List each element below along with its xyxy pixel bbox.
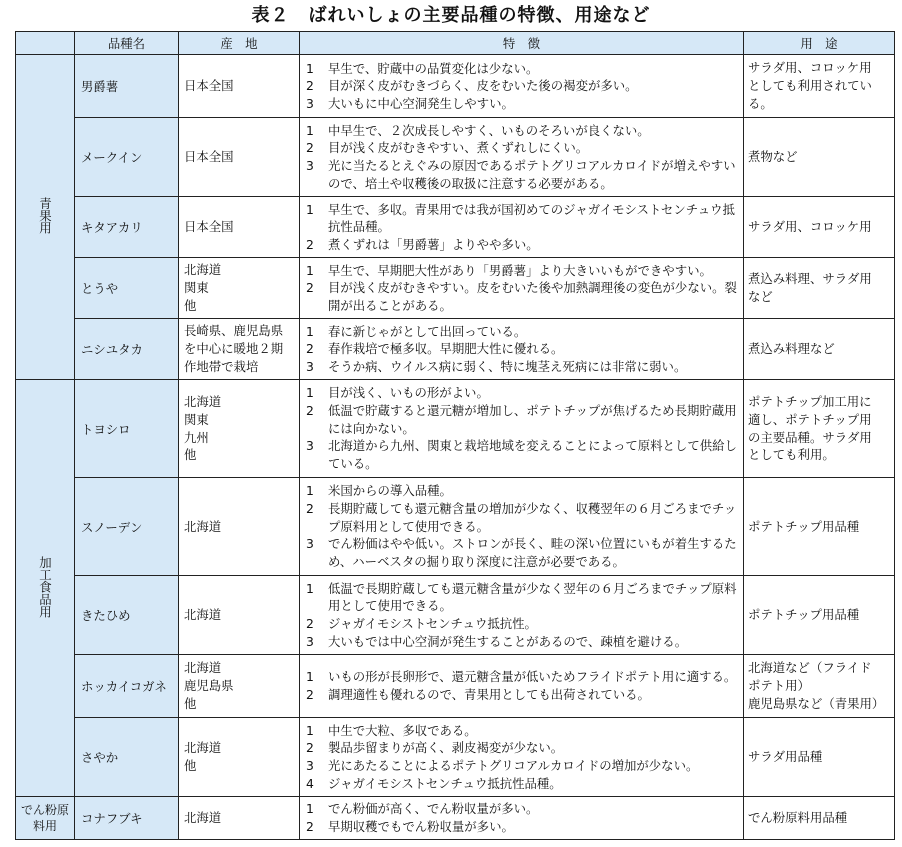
table-row: [16, 118, 895, 197]
use-line: ポテトチップ用品種: [748, 518, 860, 534]
use-line: の主要品種。サラダ用: [748, 429, 872, 445]
use-line: 鹿児島県など（青果用）: [748, 695, 885, 711]
use-line: ポテト用）: [748, 678, 810, 693]
use-line: サラダ用品種: [748, 749, 823, 764]
feature-item: [304, 668, 739, 686]
feature-text: 製品歩留まりが高く、剥皮褐変が少ない。: [328, 740, 564, 756]
feature-text: 中早生で、２次成長しやすく、いものそろいが良くない。: [328, 122, 650, 138]
feature-item: [304, 775, 739, 793]
feature-number: 3: [306, 536, 314, 552]
feature-text: 目が深く皮がむきづらく、皮をむいた後の褐変が多い。: [328, 78, 638, 94]
table-row: [16, 576, 895, 655]
feature-text: 早期収穫でもでん粉収量が多い。: [328, 819, 514, 834]
feature-text: 低温で貯蔵すると還元糖が増加し、ポテトチップが焦げるため長期貯蔵用には向かない。: [328, 403, 737, 436]
feature-item: [304, 384, 739, 402]
region-line: 関東: [184, 411, 209, 427]
feature-item: [304, 340, 739, 358]
feature-item: [304, 722, 739, 740]
region-cell: [179, 718, 300, 797]
variety-name: スノーデン: [75, 478, 179, 576]
use-cell: [744, 197, 895, 258]
feature-number: 2: [306, 140, 314, 156]
features-cell: [300, 319, 744, 380]
use-line: サラダ用、コロッケ用: [748, 60, 872, 76]
table-row: [16, 655, 895, 718]
variety-name: コナフブキ: [75, 797, 179, 840]
feature-item: [304, 437, 739, 472]
category-cell-processed: [16, 380, 75, 797]
features-cell: [300, 478, 744, 576]
table-row: [16, 380, 895, 478]
feature-number: 2: [306, 78, 314, 94]
feature-text: 目が浅く皮がむきやすい。皮をむいた後や加熱調理後の変色が少ない。裂開が出ることがある。: [328, 280, 737, 313]
table-row: [16, 718, 895, 797]
feature-item: [304, 500, 739, 535]
region-cell: [179, 258, 300, 319]
feature-item: [304, 402, 739, 437]
feature-item: [304, 139, 739, 157]
category-cell-starch: [16, 797, 75, 840]
use-line: サラダ用、コロッケ用: [748, 219, 872, 234]
variety-name: とうや: [75, 258, 179, 319]
use-line: ポテトチップ加工用に: [748, 393, 872, 409]
region-cell: [179, 478, 300, 576]
feature-text: ジャガイモシストセンチュウ抵抗性。: [328, 616, 537, 631]
feature-text: 早生で、貯蔵中の品質変化は少ない。: [328, 60, 539, 76]
use-line: など: [748, 289, 773, 304]
feature-number: 1: [306, 323, 314, 339]
feature-number: 4: [306, 775, 314, 791]
feature-number: 3: [306, 633, 314, 649]
feature-text: 目が浅く皮がむきやすい、煮くずれしにくい。: [328, 140, 589, 156]
table-row: [16, 197, 895, 258]
feature-item: [304, 615, 739, 633]
region-line: を中心に暖地２期: [184, 341, 284, 356]
feature-number: 3: [306, 438, 314, 454]
feature-text: いもの形が長卵形で、還元糖含量が低いためフライドポテト用に適する。: [328, 669, 737, 685]
feature-number: 2: [306, 280, 314, 296]
feature-item: [304, 279, 739, 314]
category-cell-fresh: [16, 55, 75, 380]
feature-text: 春作栽培で極多収。早期肥大性に優れる。: [328, 341, 564, 357]
feature-text: 光に当たるとえぐみの原因であるポテトグリコアルカロイドが増えやすいので、培土や収穫後の取扱に注意する必要がある。: [328, 158, 736, 191]
feature-number: 1: [306, 483, 314, 499]
feature-number: 1: [306, 60, 314, 76]
header-use: 用 途: [744, 32, 895, 55]
variety-name: さやか: [75, 718, 179, 797]
feature-number: 2: [306, 740, 314, 756]
use-line: としても利用されてい: [748, 78, 872, 93]
features-cell: [300, 718, 744, 797]
use-cell: [744, 576, 895, 655]
feature-number: 1: [306, 385, 314, 401]
region-line: 日本全国: [184, 78, 234, 93]
feature-text: でん粉価はやや低い。ストロンが長く、畦の深い位置にいもが着生するため、ハーベスタの掘り取り深度に注意が必要である。: [328, 536, 737, 569]
region-cell: [179, 118, 300, 197]
features-cell: [300, 797, 744, 840]
feature-item: [304, 262, 739, 280]
use-line: 適し、ポテトチップ用: [748, 411, 872, 427]
feature-item: [304, 323, 739, 341]
feature-text: 長期貯蔵しても還元糖含量の増加が少なく、収穫翌年の６月ごろまでチップ原料用として使用できる。: [328, 501, 737, 534]
feature-item: [304, 757, 739, 775]
feature-number: 2: [306, 687, 314, 702]
feature-number: 3: [306, 358, 314, 374]
features-cell: [300, 380, 744, 478]
region-cell: [179, 380, 300, 478]
features-cell: [300, 197, 744, 258]
feature-number: 1: [306, 262, 314, 278]
page-title: 表２ ばれいしょの主要品種の特徴、用途など: [251, 5, 651, 26]
use-line: 煮物など: [748, 149, 798, 164]
feature-text: 大いもでは中心空洞が発生することがあるので、疎植を避ける。: [328, 633, 688, 649]
feature-number: 3: [306, 158, 314, 173]
variety-name: きたひめ: [75, 576, 179, 655]
feature-text: 目が浅く、いもの形がよい。: [328, 385, 489, 401]
variety-name: トヨシロ: [75, 380, 179, 478]
header-category: [16, 32, 75, 55]
feature-number: 1: [306, 580, 314, 596]
features-cell: [300, 55, 744, 118]
use-line: る。: [748, 95, 773, 111]
feature-text: 大いもに中心空洞発生しやすい。: [328, 95, 514, 111]
use-line: でん粉原料用品種: [748, 810, 848, 825]
category-label: 加工食品用: [37, 555, 53, 618]
feature-text: ジャガイモシストセンチュウ抵抗性品種。: [328, 775, 562, 791]
feature-number: 2: [306, 236, 314, 252]
region-cell: [179, 319, 300, 380]
region-line: 九州: [184, 429, 209, 445]
use-line: 北海道など（フライド: [748, 660, 872, 676]
table-row: [16, 478, 895, 576]
use-line: ポテトチップ用品種: [748, 607, 860, 622]
use-line: 煮込み料理など: [748, 341, 835, 356]
feature-text: 米国からの導入品種。: [328, 483, 452, 499]
feature-item: [304, 358, 739, 376]
region-cell: [179, 576, 300, 655]
features-cell: [300, 576, 744, 655]
table-row: [16, 319, 895, 380]
features-cell: [300, 118, 744, 197]
category-label: 青果用: [37, 196, 53, 235]
table-row: [16, 797, 895, 840]
region-line: 他: [184, 297, 197, 313]
region-line: 北海道: [184, 518, 222, 534]
region-line: 他: [184, 695, 197, 711]
region-line: 北海道: [184, 740, 222, 756]
feature-item: [304, 633, 739, 651]
region-line: 他: [184, 758, 197, 773]
feature-item: [304, 800, 739, 818]
feature-number: 2: [306, 616, 314, 631]
feature-number: 1: [306, 801, 314, 817]
feature-item: [304, 201, 739, 236]
use-cell: [744, 380, 895, 478]
use-line: としても利用。: [748, 447, 835, 463]
features-cell: [300, 258, 744, 319]
use-cell: [744, 55, 895, 118]
feature-number: 1: [306, 122, 314, 138]
feature-item: [304, 818, 739, 836]
feature-item: [304, 535, 739, 570]
region-line: 北海道: [184, 660, 222, 676]
region-line: 他: [184, 447, 197, 463]
feature-item: [304, 580, 739, 615]
feature-text: 光にあたることによるポテトグリコアルカロイドの増加が少ない。: [328, 758, 699, 773]
region-line: 作地帯で栽培: [184, 358, 259, 374]
feature-item: [304, 122, 739, 140]
header-features: 特 徴: [300, 32, 744, 55]
feature-number: 1: [306, 201, 314, 217]
feature-text: 春に新じゃがとして出回っている。: [328, 323, 527, 339]
feature-text: 調理適性も優れるので、青果用としても出荷されている。: [328, 687, 650, 702]
variety-table: [15, 31, 895, 840]
variety-name: 男爵薯: [75, 55, 179, 118]
header-region: 産 地: [179, 32, 300, 55]
feature-number: 3: [306, 95, 314, 111]
use-cell: [744, 319, 895, 380]
region-cell: [179, 797, 300, 840]
feature-item: [304, 686, 739, 704]
feature-number: 2: [306, 501, 314, 517]
feature-item: [304, 482, 739, 500]
category-label: でん粉原料用: [20, 802, 69, 833]
region-cell: [179, 197, 300, 258]
feature-number: 2: [306, 341, 314, 357]
table-row: [16, 258, 895, 319]
use-cell: [744, 478, 895, 576]
feature-text: そうか病、ウイルス病に弱く、特に塊茎え死病には非常に弱い。: [328, 358, 687, 374]
feature-text: 煮くずれは「男爵薯」よりやや多い。: [328, 236, 539, 252]
feature-item: [304, 60, 739, 78]
feature-number: 2: [306, 403, 314, 419]
region-line: 日本全国: [184, 149, 234, 164]
feature-item: [304, 77, 739, 95]
feature-number: 1: [306, 722, 314, 738]
region-line: 長崎県、鹿児島県: [184, 323, 284, 339]
variety-name: ホッカイコガネ: [75, 655, 179, 718]
features-cell: [300, 655, 744, 718]
feature-item: [304, 157, 739, 192]
region-line: 北海道: [184, 393, 222, 409]
use-cell: [744, 655, 895, 718]
header-variety: 品種名: [75, 32, 179, 55]
use-cell: [744, 797, 895, 840]
variety-name: メークイン: [75, 118, 179, 197]
feature-item: [304, 739, 739, 757]
region-line: 北海道: [184, 810, 222, 825]
variety-name: ニシユタカ: [75, 319, 179, 380]
feature-text: 早生で、多収。青果用では我が国初めてのジャガイモシストセンチュウ抵抗性品種。: [328, 201, 735, 235]
use-cell: [744, 258, 895, 319]
feature-item: [304, 95, 739, 113]
region-line: 関東: [184, 280, 209, 295]
header-row: [16, 32, 895, 55]
use-cell: [744, 118, 895, 197]
feature-text: でん粉価が高く、でん粉収量が多い。: [328, 801, 539, 817]
variety-name: キタアカリ: [75, 197, 179, 258]
region-cell: [179, 655, 300, 718]
region-line: 日本全国: [184, 219, 234, 234]
feature-number: 3: [306, 758, 314, 773]
feature-number: 1: [306, 669, 314, 685]
feature-number: 2: [306, 819, 314, 834]
feature-text: 早生で、早期肥大性があり「男爵薯」より大きいいもができやすい。: [328, 262, 712, 278]
use-cell: [744, 718, 895, 797]
region-cell: [179, 55, 300, 118]
region-line: 北海道: [184, 262, 222, 278]
region-line: 鹿児島県: [184, 678, 234, 693]
table-row: [16, 55, 895, 118]
feature-item: [304, 236, 739, 254]
use-line: 煮込み料理、サラダ用: [748, 271, 872, 287]
feature-text: 中生で大粒、多収である。: [328, 722, 477, 738]
region-line: 北海道: [184, 607, 222, 622]
feature-text: 北海道から九州、関東と栽培地域を変えることによって原料として供給している。: [328, 438, 737, 471]
feature-text: 低温で長期貯蔵しても還元糖含量が少なく翌年の６月ごろまでチップ原料用として使用できる。: [328, 580, 737, 614]
